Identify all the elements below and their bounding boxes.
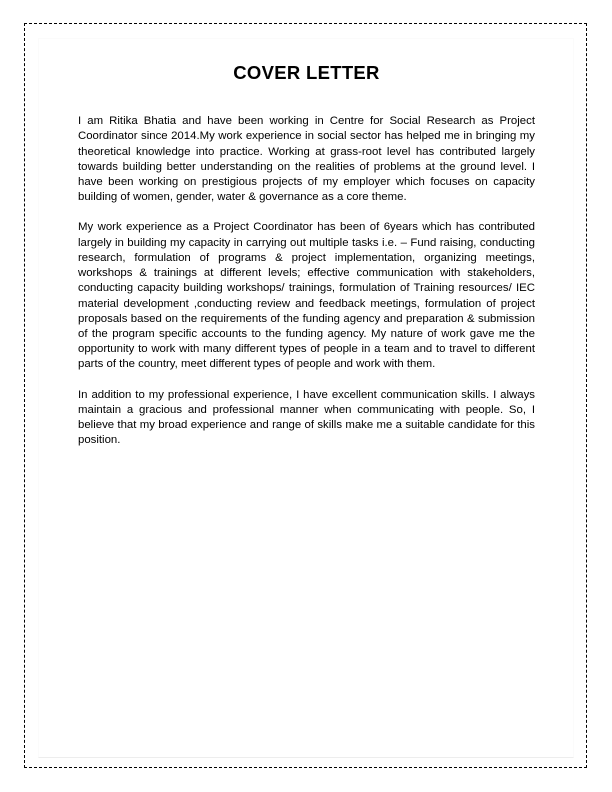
page-title: COVER LETTER <box>233 62 380 83</box>
paragraph-intro: I am Ritika Bhatia and have been working in Centre for Social Research as Project Coordinator since 2014.My work experience in social sector has helped me in bringing my theoretical knowledge into practice. Working at grass-root level has contributed largely towards building better understanding on the realities of problems at the ground level. I have been working on prestigious projects of my employer which focuses on capacity building of women, gender, water & governance as a core theme. <box>78 115 535 204</box>
paragraph-experience: My work experience as a Project Coordinator has been of 6years which has contributed largely in building my capacity in carrying out multiple tasks i.e. – Fund raising, conducting research, formulation of programs & project implementation, organizing meetings, workshops & trainings at different levels; effective communication with stakeholders, conducting capacity building workshops/ trainings, formulation of Training resources/ IEC material development ,conducting review and feedback meetings, formulation of project proposals based on the requirements of the funding agency and preparation & submission of the program specific accounts to the funding agency. My nature of work gave me the opportunity to work with many different types of people in a team and to travel to different parts of the country, meet different types of people and work with them. <box>78 221 535 371</box>
paragraph-closing: In addition to my professional experience, I have excellent communication skills. I always maintain a gracious and professional manner when communicating with people. So, I believe that my broad experience and range of skills make me a suitable candidate for this position. <box>78 388 535 447</box>
document-body <box>78 62 535 448</box>
